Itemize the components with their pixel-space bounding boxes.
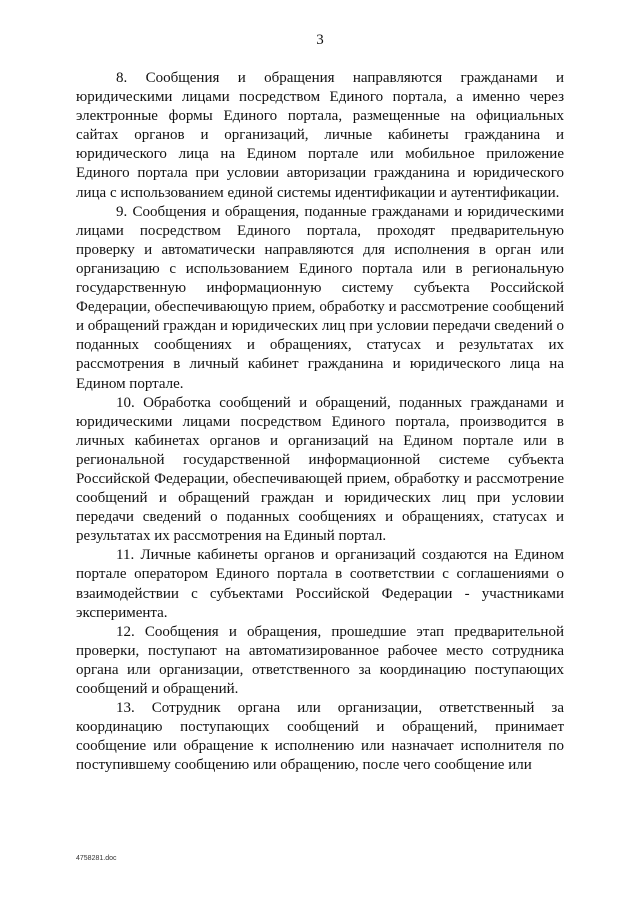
paragraph-8: 8. Сообщения и обращения направляются гражданами и юридическими лицами посредством Единого портала, а именно через электронные формы Единого портала, размещенные на официальных сайтах органов и организаций, личные кабинеты гражданина и юридического лица на Едином портале или мобильное приложение Единого портала при условии авторизации гражданина и юридического лица с использованием единой системы идентификации и аутентификации. [76,70,564,201]
document-body [76,69,564,775]
paragraph-9: 9. Сообщения и обращения, поданные гражданами и юридическими лицами посредством Единого портала, проходят предварительную проверку и автоматически направляются для исполнения в орган или организацию с использованием Единого портала или в региональную государственную информационную систему субъекта Российской Федерации, обеспечивающую прием, обработку и рассмотрение сообщений и обращений граждан и юридических лиц при условии передачи сведений о поданных сообщениях и обращениях, статусах и результатах их рассмотрения в личный кабинет гражданина и юридического лица на Едином портале. [76,203,564,392]
paragraph-13: 13. Сотрудник органа или организации, ответственный за координацию поступающих сообщений и обращений, принимает сообщение или обращение к исполнению или назначает исполнителя по поступившему сообщению или обращению, после чего сообщение или [76,700,564,774]
paragraph-11: 11. Личные кабинеты органов и организаций создаются на Едином портале оператором Единого портала в соответствии с соглашениями о взаимодействии с субъектами Российской Федерации - участниками эксперимента. [76,547,564,621]
page-number: 3 [316,32,324,48]
paragraph-12: 12. Сообщения и обращения, прошедшие этап предварительной проверки, поступают на автоматизированное рабочее место сотрудника органа или организации, ответственного за координацию поступающих сообщений и обращений. [76,623,564,697]
document-file-code: 4758281.doc [76,855,117,862]
paragraph-10: 10. Обработка сообщений и обращений, поданных гражданами и юридическими лицами посредством Единого портала, производится в личных кабинетах органов и организаций на Едином портале или в региональной государственной информационной системе субъекта Российской Федерации, обеспечивающей прием, обработку и рассмотрение сообщений и обращений граждан и юридических лиц при условии передачи сведений о поданных сообщениях и обращениях, статусах и результатах их рассмотрения на Единый портал. [76,394,564,545]
